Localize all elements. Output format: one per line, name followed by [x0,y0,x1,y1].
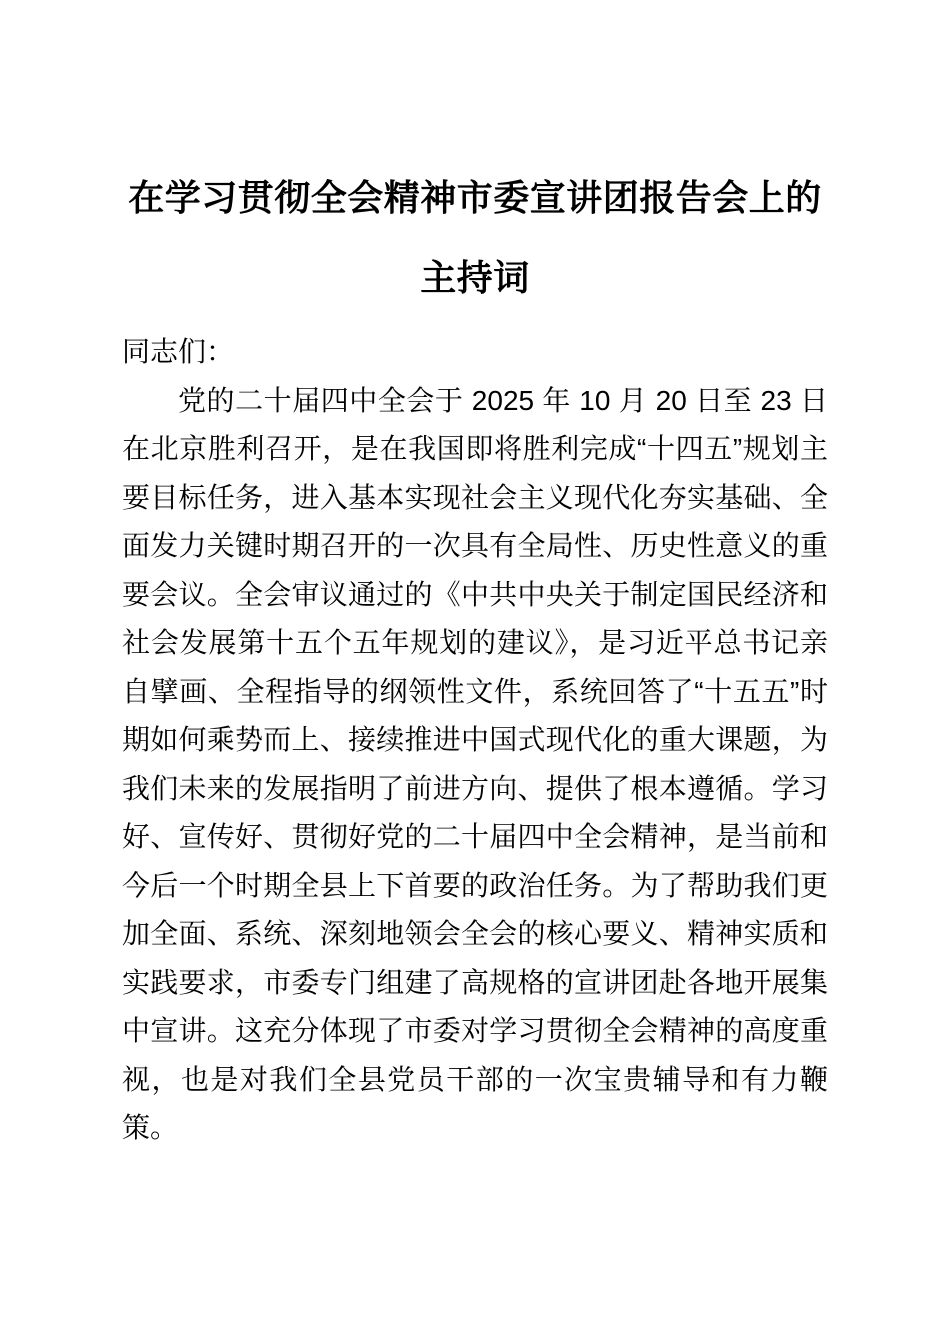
document-body [122,328,828,1153]
document-title [122,158,828,318]
document-title-line-2: 主持词 [420,257,530,298]
salutation: 同志们： [122,336,235,367]
body-paragraph: 党的二十届四中全会于 2025 年 10 月 20 日至 23 日在北京胜利召开，是在我国即将胜利完成“十四五”规划主要目标任务，进入基本实现社会主义现代化夯实基础、全面发力关键时期召开的一次具有全局性、历史性意义的重要会议。全会审议通过的《中共中央关于制定国民经济和社会发展第十五个五年规划的建议》，是习近平总书记亲自擘画、全程指导的纲领性文件，系统回答了“十五五”时期如何乘势而上、接续推进中国式现代化的重大课题，为我们未来的发展指明了前进方向、提供了根本遵循。学习好、宣传好、贯彻好党的二十届四中全会精神，是当前和今后一个时期全县上下首要的政治任务。为了帮助我们更加全面、系统、深刻地领会全会的核心要义、精神实质和实践要求，市委专门组建了高规格的宣讲团赴各地开展集中宣讲。这充分体现了市委对学习贯彻全会精神的高度重视，也是对我们全县党员干部的一次宝贵辅导和有力鞭策。 [122,384,828,1143]
document-title-line-1: 在学习贯彻全会精神市委宣讲团报告会上的 [128,177,822,218]
